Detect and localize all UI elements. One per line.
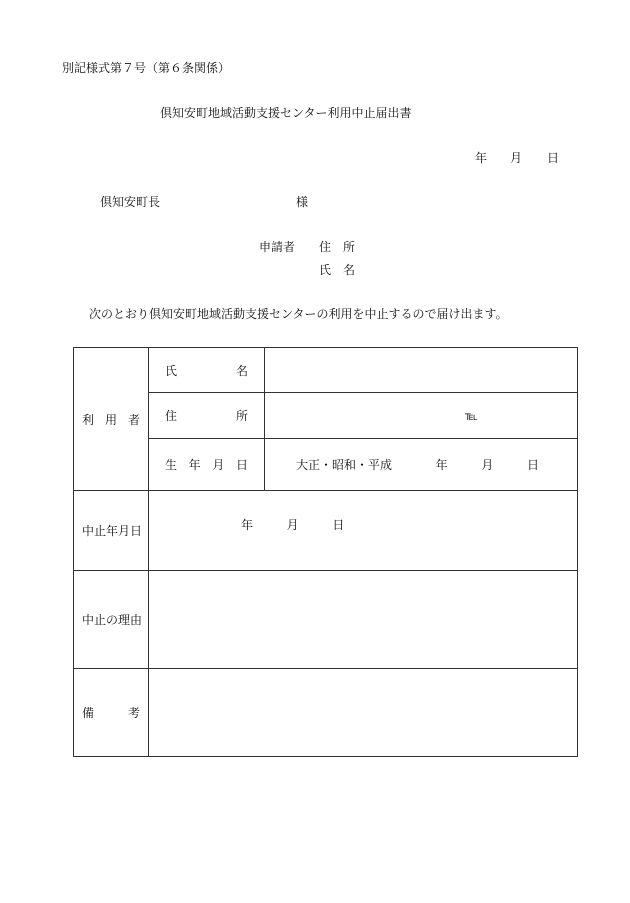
applicant-name-label-1: 氏 xyxy=(319,263,332,277)
birth-date-label: 生 年 月 日 xyxy=(149,439,265,491)
form-table xyxy=(73,347,578,757)
birth-date-field[interactable] xyxy=(265,439,578,491)
birth-month-label: 月 xyxy=(481,458,494,472)
reason-field[interactable] xyxy=(149,571,578,669)
era-options: 大正・昭和・平成 xyxy=(296,458,393,472)
applicant-name-label-2: 名 xyxy=(343,263,356,277)
user-section-label: 利 用 者 xyxy=(74,348,149,491)
date-day-label: 日 xyxy=(547,151,560,165)
birth-year-label: 年 xyxy=(435,458,448,472)
stop-month-label: 月 xyxy=(286,518,299,532)
remarks-label: 備 考 xyxy=(74,669,149,757)
form-number: 別記様式第７号（第６条関係） xyxy=(62,61,231,75)
applicant-label: 申請者 xyxy=(259,240,296,254)
statement: 次のとおり倶知安町地域活動支援センターの利用を中止するので届け出ます。 xyxy=(89,307,508,321)
addressee-name: 倶知安町長 xyxy=(100,195,161,209)
birth-day-label: 日 xyxy=(527,458,540,472)
name-field[interactable] xyxy=(265,348,578,393)
name-label: 氏 名 xyxy=(149,348,265,393)
applicant-address-label-1: 住 xyxy=(319,240,332,254)
date-year-label: 年 xyxy=(475,151,488,165)
stop-date-label: 中止年月日 xyxy=(74,491,149,571)
address-label: 住 所 xyxy=(149,393,265,439)
addressee-honorific: 様 xyxy=(296,195,309,209)
stop-day-label: 日 xyxy=(332,518,345,532)
applicant-address-label-2: 所 xyxy=(343,240,356,254)
stop-year-label: 年 xyxy=(241,518,254,532)
remarks-field[interactable] xyxy=(149,669,578,757)
tel-label: ℡ xyxy=(465,408,478,423)
stop-date-field[interactable] xyxy=(149,491,578,571)
document-title: 倶知安町地域活動支援センター利用中止届出書 xyxy=(160,106,412,120)
date-month-label: 月 xyxy=(510,151,523,165)
address-field[interactable] xyxy=(265,393,578,439)
reason-label: 中止の理由 xyxy=(74,571,149,669)
